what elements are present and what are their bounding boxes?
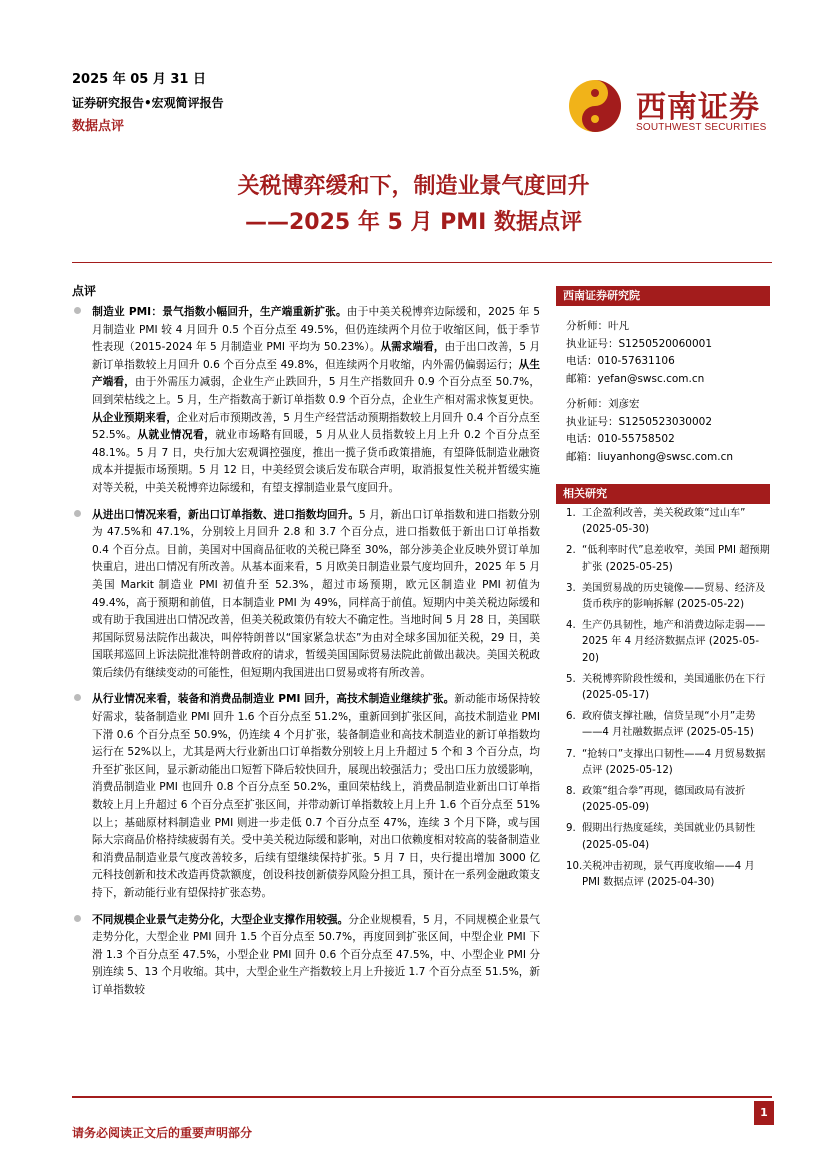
- related-item-number: 8.: [566, 786, 576, 798]
- related-item[interactable]: [566, 859, 772, 891]
- related-item-date: (2025-05-12): [605, 764, 673, 776]
- bullet-subhead: 从就业情况看，: [137, 429, 216, 442]
- related-item-number: 9.: [566, 823, 576, 835]
- related-item[interactable]: [566, 672, 772, 704]
- related-item[interactable]: [566, 581, 772, 613]
- analyst-info: [566, 318, 733, 466]
- institute-label: 西南证券研究院: [556, 286, 770, 306]
- related-item[interactable]: [566, 543, 772, 575]
- bullet-lead: 从行业情况来看，装备和消费品制造业 PMI 回升，高技术制造业继续扩张。: [92, 693, 455, 706]
- bullet-paragraph: [74, 507, 540, 683]
- analyst-phone: 电话：010-55758502: [566, 433, 675, 445]
- section-heading: 点评: [72, 284, 97, 298]
- disclaimer: 请务必阅读正文后的重要声明部分: [72, 1126, 253, 1140]
- related-item-date: (2025-05-15): [686, 727, 754, 739]
- related-research-label: 相关研究: [556, 484, 770, 504]
- related-item-number: 10.: [566, 860, 583, 872]
- report-subtitle: ——2025 年 5 月 PMI 数据点评: [244, 210, 583, 235]
- related-item[interactable]: [566, 784, 772, 816]
- related-item-date: (2025-05-30): [582, 524, 650, 536]
- bullet-paragraph: [74, 912, 540, 1000]
- title-divider: [72, 262, 772, 263]
- analyst-name: 分析师：刘彦宏: [566, 398, 640, 410]
- footer-divider: [72, 1096, 772, 1098]
- analyst-name: 分析师：叶凡: [566, 320, 629, 332]
- related-item-number: 2.: [566, 545, 576, 557]
- bullet-lead: 从进出口情况来看，新出口订单指数、进口指数均回升。: [92, 508, 360, 521]
- related-item-date: (2025-05-20): [582, 636, 760, 664]
- logo-mark-icon: [566, 78, 624, 134]
- related-item-title: 关税冲击初现，景气再度收缩——4 月 PMI 数据点评: [582, 860, 755, 889]
- bullet-text: 就业市场略有回暖，5 月从业人员指数较上月上升 0.2 个百分点至 48.1%。5 月 7 日，央行加大宏观调控强度，推出一揽子货币政策措施，有望降低制造业融资成本并提振市场预期。5 月 12 日，中美经贸会谈后发布联合声明，取消报复性关税并暂缓实施对等关税，中美关税博弈边际缓和，有望支撑制造业景气度回升。: [92, 429, 540, 494]
- bullet-subhead: 从需求端看，: [380, 341, 445, 354]
- report-title: 关税博弈缓和下，制造业景气度回升: [237, 174, 590, 199]
- related-item-title: 工企盈利改善，美关税政策“过山车”: [582, 508, 746, 519]
- related-item-date: (2025-05-09): [582, 802, 650, 814]
- related-item-number: 3.: [566, 582, 576, 594]
- bullet-text: 分企业规模看，5 月，不同规模企业景气走势分化，大型企业 PMI 回升 1.5 个百分点至 50.7%，再度回到扩张区间，中型企业 PMI 下滑 1.3 个百分点至 47.5%，小型企业 PMI 回升 0.6 个百分点至 47.5%，中、小型企业 PMI 分别连续 5、13 个月收缩。其中，大型企业生产指数较上月上升接近 1.7 个百分点至 51.5%，新订单指数较: [92, 913, 540, 996]
- brand-name-cn: 西南证券: [636, 90, 760, 125]
- related-item-title: 美国贸易战的历史镜像——贸易、经济及货币秩序的影响拆解: [582, 582, 766, 611]
- related-item-title: 政策“组合拳”再现，德国政局有波折: [582, 786, 746, 798]
- bullet-text: 企业对后市预期改善，5 月生产经营活动预期指数较上月回升 0.4 个百分点至 52.5%。: [92, 411, 541, 442]
- related-item-title: 生产仍具韧性，地产和消费边际走弱——2025 年 4 月经济数据点评: [582, 620, 766, 648]
- related-item-date: (2025-05-17): [582, 690, 650, 702]
- page-number: 1: [754, 1101, 774, 1125]
- bullet-lead: 制造业 PMI：景气指数小幅回升，生产端重新扩张。: [92, 306, 347, 318]
- analyst-phone: 电话：010-57631106: [566, 355, 675, 367]
- bullet-dot-icon: [74, 307, 81, 314]
- related-item-number: 1.: [566, 508, 576, 519]
- bullet-dot-icon: [74, 510, 81, 517]
- report-tag: 数据点评: [72, 119, 125, 134]
- related-item[interactable]: [566, 506, 772, 538]
- brand-name-en: SOUTHWEST SECURITIES: [636, 122, 767, 133]
- related-item-title: 假期出行热度延续，美国就业仍具韧性: [582, 823, 756, 835]
- related-item[interactable]: [566, 747, 772, 779]
- report-date: 2025 年 05 月 31 日: [72, 72, 206, 87]
- related-item-number: 6.: [566, 711, 576, 723]
- bullet-text: 5 月，新出口订单指数和进口指数分别为 47.5%和 47.1%，分别较上月回升 2.8 和 3.7 个百分点，进口指数低于新出口订单指数 0.4 个百分点。目前，美国对中国商品征收的关税已降至 30%，部分涉美企业反映外贸订单加快重启，进出口情况有所改善。从基本面来看，5 月欧美日制造业景气度均回升，2025 年 5 月美国 Markit 制造业 PMI 初值升至 52.3%，超过市场预期，欧元区制造业 PMI 初值为 49.4%，高于预期和前值，日本制造业 PMI 为 49%，同样高于前值。短期内中美关税边际缓和或有助于我国进出口情况改善，但美关税政策仍有较大不确定性。当地时间 5 月 28 日，美国联邦国际贸易法院作出裁决，叫停特朗普以“国家紧急状态”为由对全球多国加征关税，29 日，美国联邦巡回上诉法院批准特朗普政府的请求，暂缓美国国际贸易法院此前做出裁决。美国关税政策后续仍有继续变动的可能性，但短期内我国进出口贸易或将有所改善。: [92, 508, 541, 679]
- bullet-text: 由于出口改善，5 月新订单指数较上月回升 0.6 个百分点至 49.8%，但连续两个月收缩，内外需仍偏弱运行；: [92, 341, 541, 371]
- bullet-paragraph: [74, 304, 540, 498]
- related-item-title: 政府债支撑社融，信贷呈现“小月”走势——4 月社融数据点评: [582, 711, 756, 739]
- report-header: [72, 73, 224, 133]
- bullet-dot-icon: [74, 915, 81, 922]
- related-item-title: 关税博弈阶段性缓和，美国通胀仍在下行: [582, 673, 766, 685]
- bullet-dot-icon: [74, 694, 81, 701]
- brand-logo: [566, 78, 766, 134]
- related-item[interactable]: [566, 709, 772, 741]
- related-item-date: (2025-05-22): [676, 599, 745, 611]
- analyst-email[interactable]: 邮箱：liuyanhong@swsc.com.cn: [566, 450, 734, 463]
- analyst-email[interactable]: 邮箱：yefan@swsc.com.cn: [566, 372, 705, 385]
- related-item[interactable]: [566, 821, 772, 853]
- related-item-title: “低利率时代”息差收窄，美国 PMI 超预期扩张: [582, 545, 770, 573]
- bullet-text: 由于外需压力减弱，企业生产止跌回升，5 月生产指数回升 0.9 个百分点至 50.7%，回到荣枯线之上。5 月，生产指数高于新订单指数 0.9 个百分点，企业生产相对需求恢复更快。: [92, 376, 540, 406]
- related-item[interactable]: [566, 618, 772, 667]
- analyst-license: 执业证号：S1250520060001: [566, 337, 713, 350]
- related-item-date: (2025-05-25): [605, 561, 673, 573]
- bullet-paragraph: [74, 691, 540, 902]
- bullet-subhead: 从企业预期来看，: [92, 411, 177, 424]
- related-item-number: 5.: [566, 673, 576, 685]
- related-item-title: “抢转口”支撑出口韧性——4 月贸易数据点评: [582, 748, 766, 776]
- analyst-license: 执业证号：S1250523030002: [566, 415, 713, 428]
- related-item-date: (2025-04-30): [647, 877, 715, 889]
- report-kind: 证券研究报告•宏观简评报告: [72, 96, 224, 110]
- related-research-list: [566, 506, 772, 896]
- analysis-bullets: [74, 304, 540, 1009]
- related-item-date: (2025-05-04): [582, 839, 650, 851]
- bullet-subhead: 从生产端看，: [92, 358, 540, 389]
- related-item-number: 7.: [566, 748, 576, 760]
- bullet-text: 新动能市场保持较好需求，装备制造业 PMI 回升 1.6 个百分点至 51.2%，重新回到扩张区间，高技术制造业 PMI 下滑 0.6 个百分点至 50.9%，仍连续 4 个月扩张，装备制造业和高技术制造业的新订单指数均运行在 52%以上，尤其是两大行业新出口订单指数分别较上月上升超过 5 个和 3 个百分点，均升至扩张区间，显示新动能出口短暂下降后较快回升，展现出较强活力；受出口压力放缓影响，消费品制造业 PMI 也回升 0.8 个百分点至 50.2%，重回荣枯线上，消费品制造业新出口订单指数较上月上升超过 6 个百分点至扩张区间，并带动新订单指数较上月上升 1.6 个百分点至 51%以上；基础原材料制造业 PMI 则进一步走低 0.7 个百分点至 47%，连续 3 个月下降，或与国际大宗商品价格持续疲弱有关。受中美关税边际缓和影响，对出口依赖度相对较高的装备制造业和消费品制造业景气度改善较多，后续有望继续保持扩张。5 月 7 日，央行提出增加 3000 亿元科技创新和技术改造再贷款额度，创设科技创新债券风险分担工具，预计在一系列金融政策支持下，新动能行业有望保持扩张态势。: [92, 693, 541, 899]
- bullet-lead: 不同规模企业景气走势分化，大型企业支撑作用较强。: [92, 913, 349, 926]
- bullet-text: 由于中美关税博弈边际缓和，2025 年 5 月制造业 PMI 较 4 月回升 0.5 个百分点至 49.5%，但仍连续两个月位于收缩区间，低于季节性表现（2015-2024 年 5 月制造业 PMI 平均为 50.23%）。: [92, 306, 541, 354]
- related-item-number: 4.: [566, 620, 576, 632]
